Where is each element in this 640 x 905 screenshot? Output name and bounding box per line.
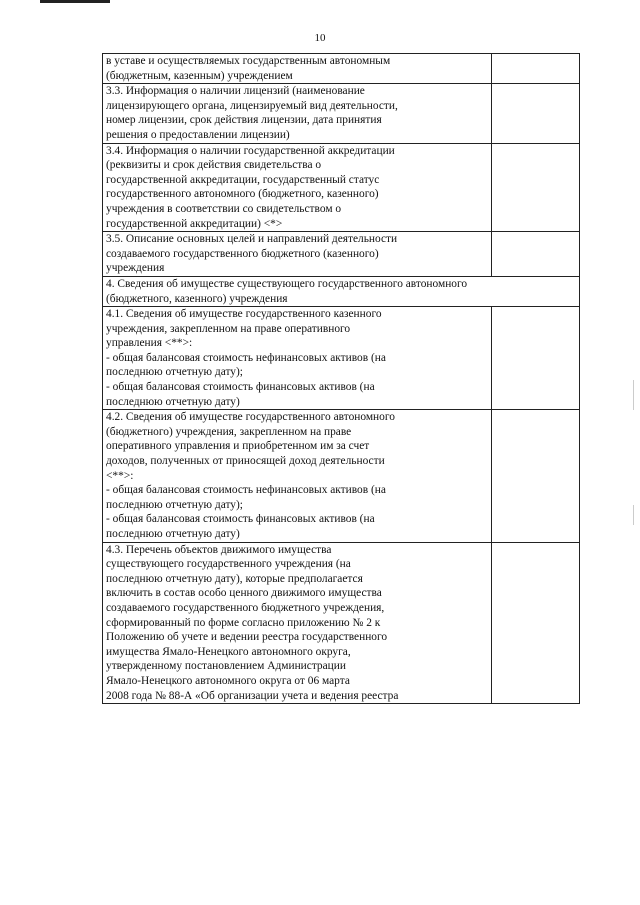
scan-edge-mark bbox=[633, 505, 634, 525]
text-line: (бюджетного, казенного) учреждения bbox=[106, 292, 288, 305]
table-body-bottom bbox=[103, 307, 580, 704]
text-line: государственного автономного (бюджетного, казенного) bbox=[106, 188, 379, 201]
text-line: (бюджетного) учреждения, закрепленном на праве bbox=[106, 425, 352, 438]
row-value-cell[interactable] bbox=[492, 143, 580, 232]
row-label-text bbox=[106, 410, 488, 541]
text-line: существующего государственного учреждения (на bbox=[106, 558, 351, 571]
row-label-cell bbox=[103, 54, 492, 84]
row-label-text bbox=[106, 543, 488, 704]
text-line: 4.1. Сведения об имуществе государственного казенного bbox=[106, 308, 382, 321]
text-line: 3.4. Информация о наличии государственной аккредитации bbox=[106, 144, 395, 157]
text-line: учреждения в соответствии со свидетельством о bbox=[106, 202, 342, 215]
text-line: создаваемого государственного бюджетного (казенного) bbox=[106, 247, 379, 260]
text-line: лицензирующего органа, лицензируемый вид деятельности, bbox=[106, 99, 398, 112]
row-value-cell[interactable] bbox=[492, 84, 580, 143]
text-line: государственной аккредитации) <*> bbox=[106, 217, 283, 230]
row-label-text bbox=[106, 84, 488, 142]
text-line: учреждения bbox=[106, 262, 165, 275]
row-3-4 bbox=[103, 143, 580, 232]
text-line: решения о предоставлении лицензии) bbox=[106, 128, 290, 141]
table-body-top bbox=[103, 54, 580, 277]
text-line: - общая балансовая стоимость нефинансовых активов (на bbox=[106, 351, 386, 364]
text-line: Ямало-Ненецкого автономного округа от 06 марта bbox=[106, 674, 350, 687]
row-value-cell[interactable] bbox=[492, 232, 580, 277]
text-line: утвержденному постановлением Администрации bbox=[106, 660, 346, 673]
text-line: 2008 года № 88-А «Об организации учета и ведения реестра bbox=[106, 689, 399, 702]
text-line: <**>: bbox=[106, 469, 134, 482]
text-line: создаваемого государственного бюджетного учреждения, bbox=[106, 601, 385, 614]
text-line: 4.3. Перечень объектов движимого имущества bbox=[106, 543, 332, 556]
text-line: номер лицензии, срок действия лицензии, дата принятия bbox=[106, 114, 382, 127]
scan-edge-mark bbox=[633, 380, 634, 410]
row-label-cell bbox=[103, 410, 492, 542]
text-line: - общая балансовая стоимость финансовых активов (на bbox=[106, 381, 375, 394]
text-line: управления <**>: bbox=[106, 337, 193, 350]
text-line: 4. Сведения об имуществе существующего государственного автономного bbox=[106, 277, 468, 290]
text-line: 4.2. Сведения об имуществе государственного автономного bbox=[106, 411, 395, 424]
row-label-cell bbox=[103, 232, 492, 277]
row-label-text bbox=[106, 307, 488, 409]
row-4-1 bbox=[103, 307, 580, 410]
section-4-text bbox=[106, 277, 576, 306]
text-line: сформированный по форме согласно приложению № 2 к bbox=[106, 616, 381, 629]
text-line: последнюю отчетную дату) bbox=[106, 528, 240, 540]
row-label-cell bbox=[103, 307, 492, 410]
text-line: оперативного управления и приобретенном им за счет bbox=[106, 440, 370, 453]
row-value-cell[interactable] bbox=[492, 410, 580, 542]
row-value-cell[interactable] bbox=[492, 54, 580, 84]
row-label-cell bbox=[103, 84, 492, 143]
text-line: 3.3. Информация о наличии лицензий (наименование bbox=[106, 85, 365, 98]
text-line: Положению об учете и ведении реестра государственного bbox=[106, 631, 388, 644]
row-4-3 bbox=[103, 542, 580, 704]
text-line: включить в состав особо ценного движимого имущества bbox=[106, 587, 382, 600]
text-line: последнюю отчетную дату), которые предполагается bbox=[106, 572, 363, 585]
section-4-heading bbox=[103, 276, 580, 306]
table-body-section4 bbox=[103, 276, 580, 306]
form-table bbox=[102, 53, 580, 704]
row-4-2 bbox=[103, 410, 580, 542]
text-line: - общая балансовая стоимость финансовых активов (на bbox=[106, 513, 375, 526]
row-3-3 bbox=[103, 84, 580, 143]
section-4-row bbox=[103, 276, 580, 306]
row-label-text bbox=[106, 232, 488, 276]
text-line: - общая балансовая стоимость нефинансовых активов (на bbox=[106, 484, 386, 497]
text-line: последнюю отчетную дату); bbox=[106, 498, 243, 511]
text-line: последнюю отчетную дату); bbox=[106, 366, 243, 379]
text-line: государственной аккредитации, государственный статус bbox=[106, 173, 380, 186]
page-number: 10 bbox=[314, 32, 326, 44]
text-line: имущества Ямало-Ненецкого автономного округа, bbox=[106, 645, 351, 658]
text-line: (реквизиты и срок действия свидетельства о bbox=[106, 159, 322, 172]
text-line: последнюю отчетную дату) bbox=[106, 395, 240, 408]
text-line: 3.5. Описание основных целей и направлений деятельности bbox=[106, 233, 398, 246]
row-value-cell[interactable] bbox=[492, 307, 580, 410]
row-label-text bbox=[106, 144, 488, 232]
row-3-5 bbox=[103, 232, 580, 277]
text-line: доходов, полученных от приносящей доход деятельности bbox=[106, 455, 385, 468]
top-edge-mark bbox=[40, 0, 110, 3]
row-label-cell bbox=[103, 542, 492, 704]
row-continuation bbox=[103, 54, 580, 84]
text-line: (бюджетным, казенным) учреждением bbox=[106, 69, 293, 82]
text-line: в уставе и осуществляемых государственным автономным bbox=[106, 55, 391, 67]
row-label-cell bbox=[103, 143, 492, 232]
text-line: учреждения, закрепленном на праве оперативного bbox=[106, 322, 351, 335]
row-value-cell[interactable] bbox=[492, 542, 580, 704]
row-label-text bbox=[106, 54, 488, 83]
